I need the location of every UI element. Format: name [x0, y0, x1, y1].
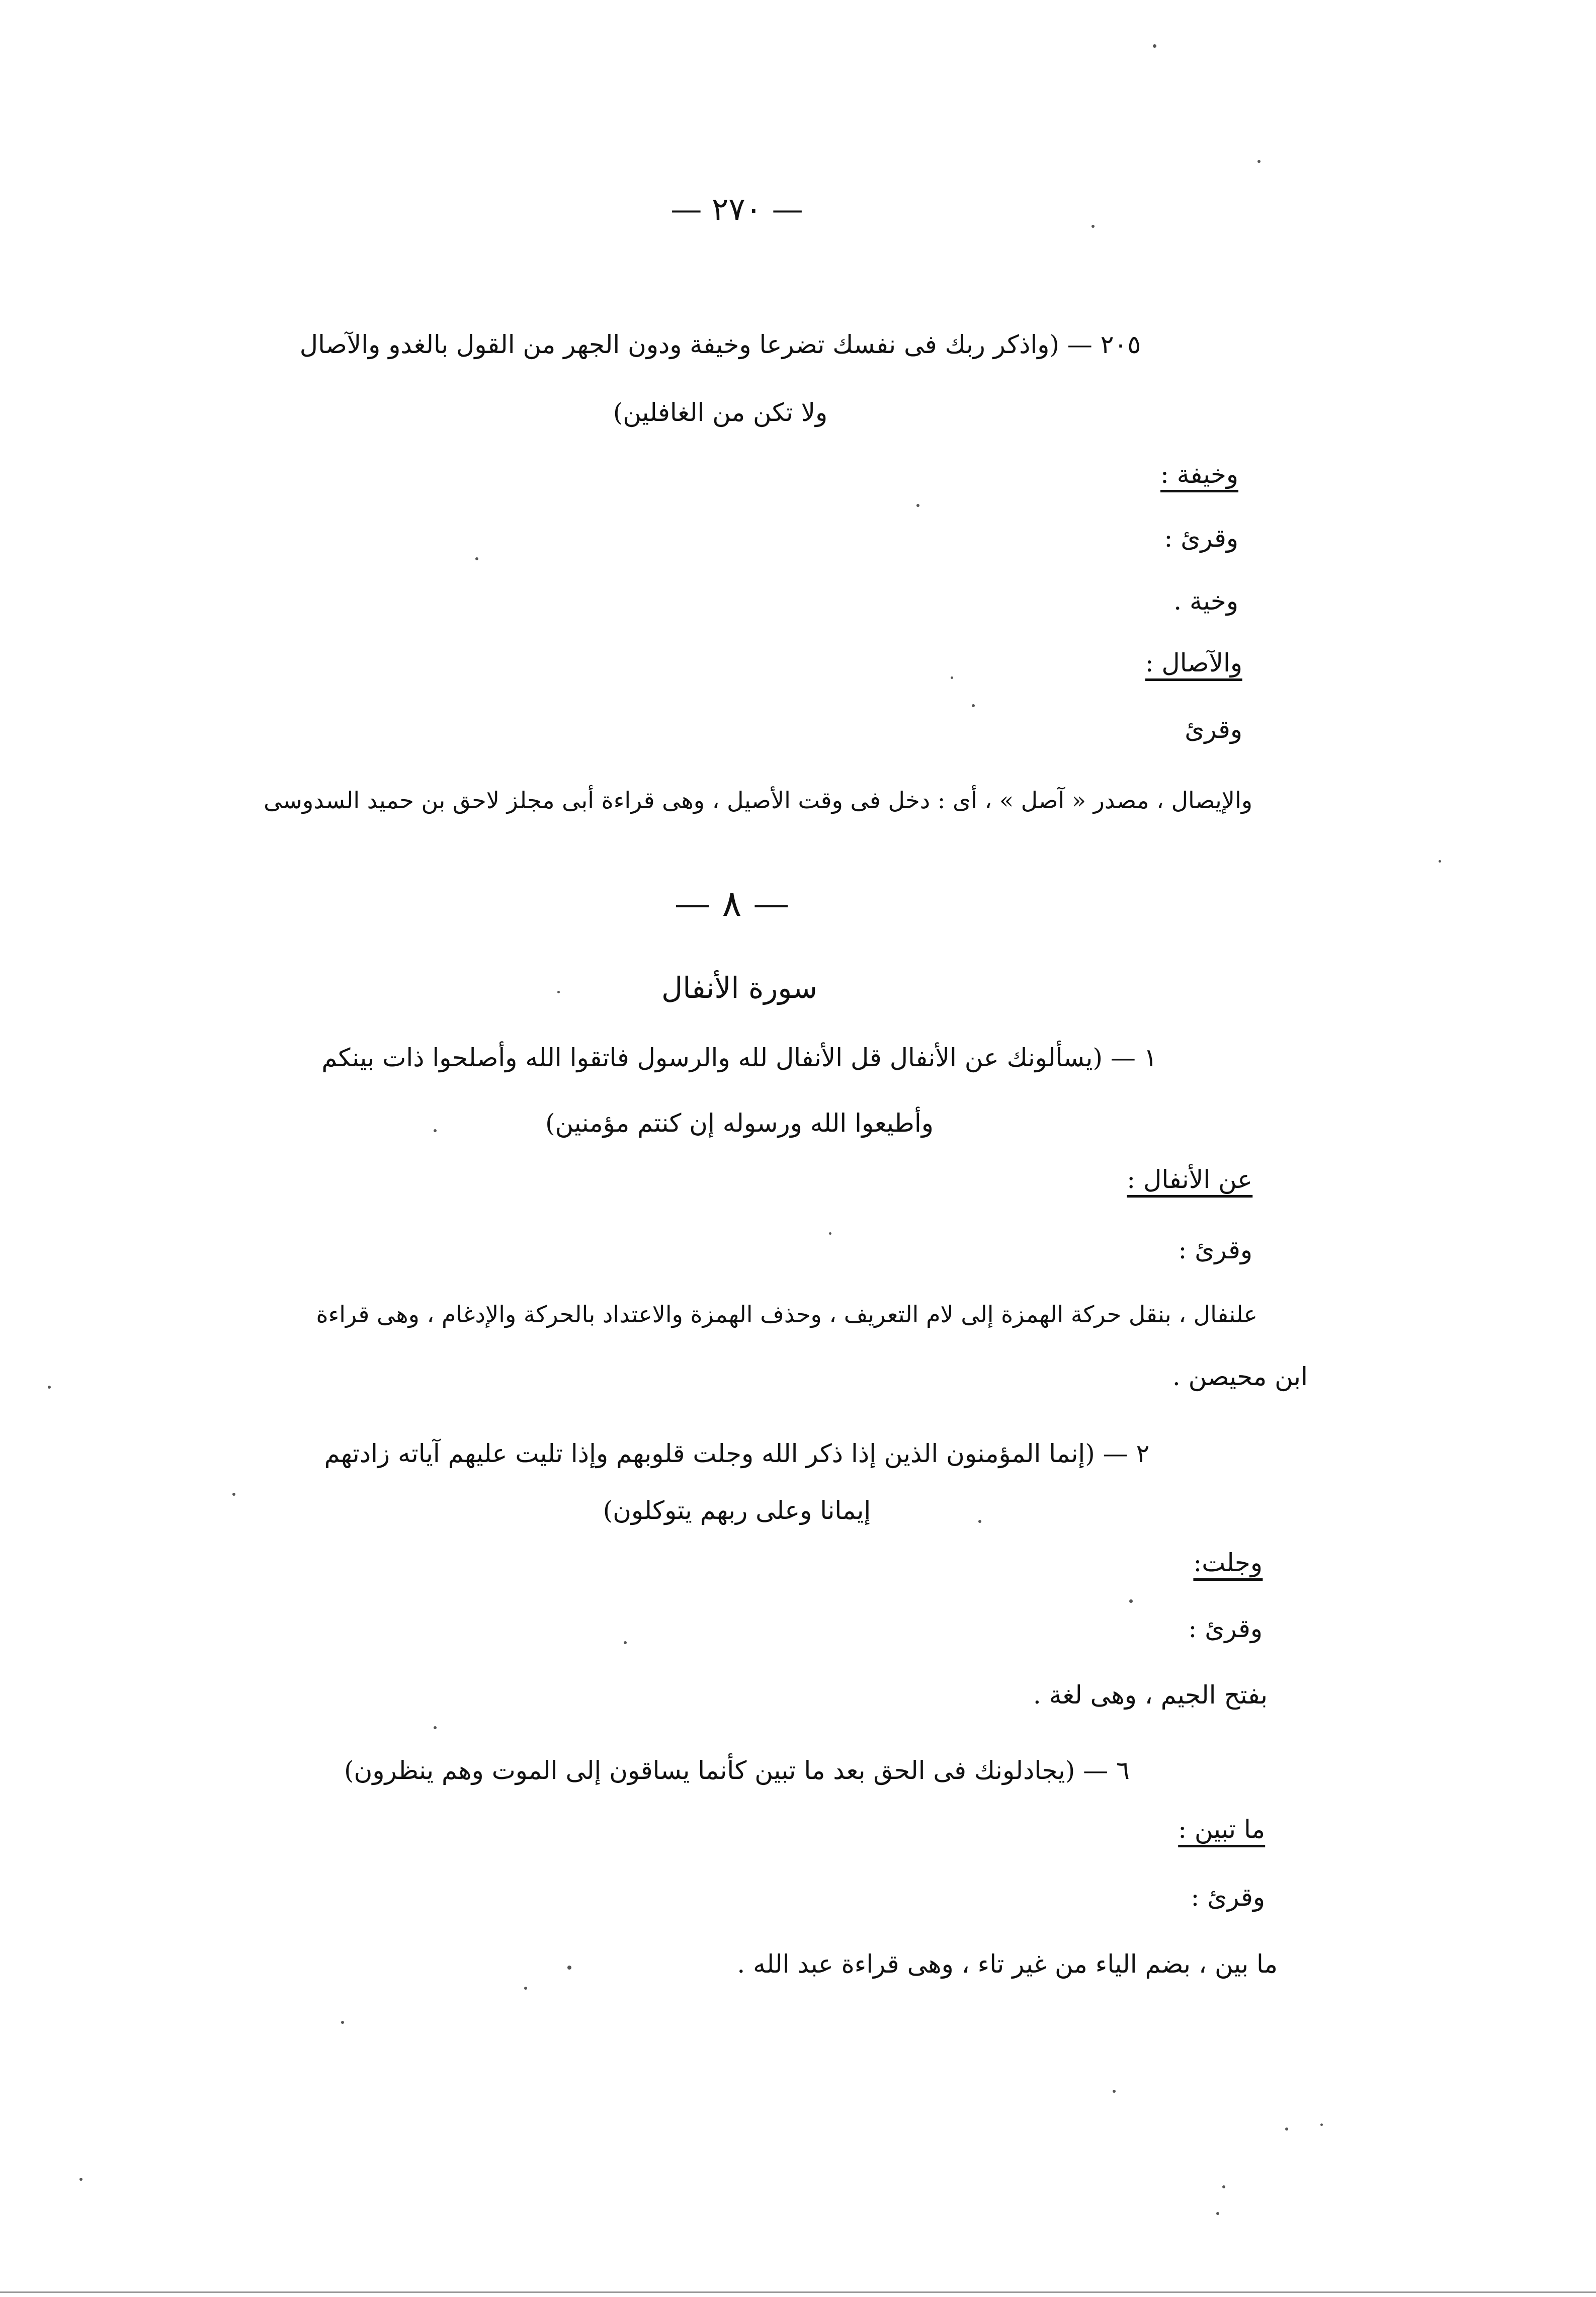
- scan-speck: [1320, 2123, 1323, 2126]
- scan-speck: [1285, 2128, 1288, 2131]
- term-walasal: والآصال :: [1145, 650, 1242, 681]
- reading-label: وقرئ :: [1188, 1614, 1263, 1643]
- scan-speck: [567, 1966, 571, 1970]
- verse-1-line-1: ١ — (يسألونك عن الأنفال قل الأنفال لله والرسول فاتقوا الله وأصلحوا ذات بينكم: [321, 1043, 1157, 1072]
- scan-speck: [524, 1987, 527, 1990]
- term-wakhifa: وخيفة :: [1160, 462, 1238, 492]
- scan-speck: [232, 1493, 235, 1496]
- reading-text: ابن محيصن .: [1172, 1362, 1308, 1391]
- reading-label: وقرئ :: [1178, 1235, 1252, 1264]
- scan-speck: [978, 1520, 981, 1523]
- reading-label: وقرئ :: [1191, 1883, 1265, 1912]
- surah-title: سورة الأنفال: [661, 971, 817, 1005]
- chapter-number: — ٨ —: [674, 882, 790, 924]
- reading-text: وخية .: [1173, 586, 1238, 616]
- verse-2-line-1: ٢ — (إنما المؤمنون الذين إذا ذكر الله وجلت قلوبهم وإذا تليت عليهم آياته زادتهم: [324, 1439, 1150, 1468]
- page-bottom-edge: [0, 2291, 1596, 2293]
- page-number: — ٢٧٠ —: [670, 191, 803, 227]
- reading-text: علنفال ، بنقل حركة الهمزة إلى لام التعريف ، وحذف الهمزة والاعتداد بالحركة والإدغام ، وهى قراءة: [316, 1301, 1257, 1328]
- scan-speck: [1113, 2090, 1116, 2093]
- scan-speck: [1439, 860, 1441, 863]
- scan-speck: [434, 1129, 437, 1132]
- verse-1-line-2: وأطيعوا الله ورسوله إن كنتم مؤمنين): [545, 1109, 934, 1138]
- scan-speck: [79, 2178, 82, 2181]
- verse-205-line-1: ٢٠٥ — (واذكر ربك فى نفسك تضرعا وخيفة ودون الجهر من القول بالغدو والآصال: [299, 330, 1141, 359]
- scan-speck: [48, 1386, 51, 1389]
- reading-label: وقرئ :: [1164, 524, 1238, 553]
- scan-speck: [916, 504, 919, 507]
- scan-speck: [829, 1232, 831, 1235]
- scan-speck: [341, 2021, 344, 2024]
- scan-speck: [434, 1726, 437, 1729]
- scan-speck: [1216, 2212, 1219, 2215]
- scan-speck: [1153, 44, 1156, 48]
- scan-speck: [1222, 2185, 1225, 2188]
- reading-text: والإيصال ، مصدر « آصل » ، أى : دخل فى وقت الأصيل ، وهى قراءة أبى مجلز لاحق بن حميد السدوسى: [264, 787, 1252, 814]
- scan-speck: [557, 991, 560, 993]
- reading-label: وقرئ: [1185, 715, 1242, 744]
- term-wajilat: وجلت:: [1193, 1550, 1263, 1581]
- term-ma-tabayyan: ما تبين :: [1178, 1817, 1265, 1847]
- reading-text: ما بين ، بضم الياء من غير تاء ، وهى قراءة عبد الله .: [737, 1949, 1278, 1979]
- scan-speck: [1129, 1599, 1133, 1603]
- scan-speck: [1091, 225, 1095, 228]
- scan-speck: [624, 1641, 627, 1644]
- scan-speck: [972, 704, 975, 707]
- verse-6-line-1: ٦ — (يجادلونك فى الحق بعد ما تبين كأنما يساقون إلى الموت وهم ينظرون): [344, 1756, 1130, 1785]
- scan-speck: [951, 676, 953, 679]
- scan-speck: [475, 557, 478, 560]
- reading-text: بفتح الجيم ، وهى لغة .: [1033, 1680, 1268, 1710]
- verse-205-line-2: ولا تكن من الغافلين): [613, 398, 828, 427]
- scan-speck: [1257, 160, 1261, 163]
- term-an-alanfal: عن الأنفال :: [1127, 1167, 1252, 1198]
- verse-2-line-2: إيمانا وعلى ربهم يتوكلون): [603, 1496, 871, 1525]
